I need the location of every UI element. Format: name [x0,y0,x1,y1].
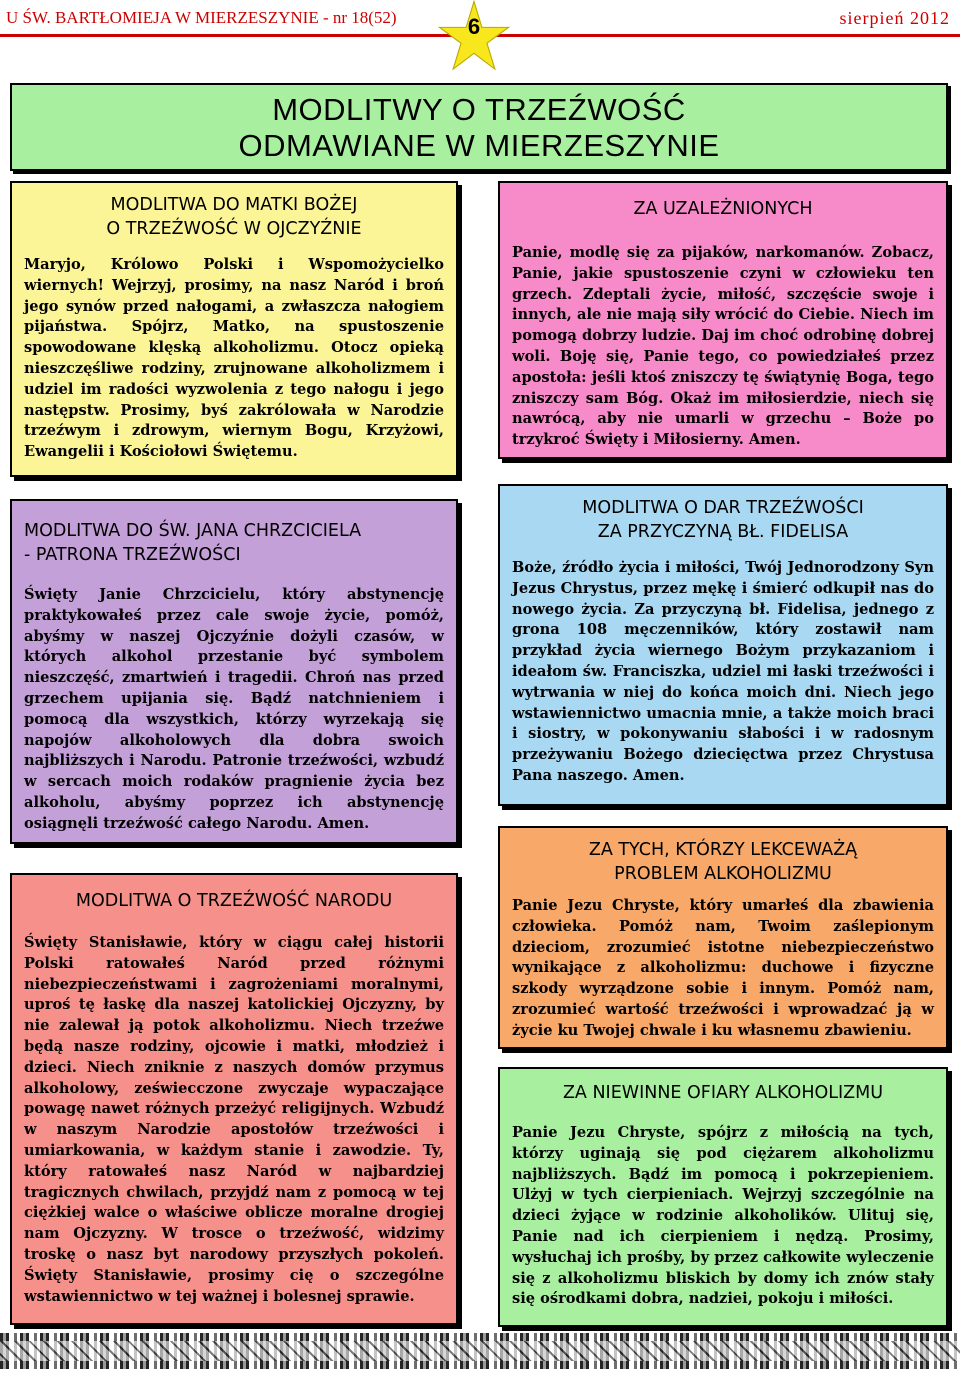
prayer-text: Boże, źródło życia i miłości, Twój Jednorodzony Syn Jezus Chrystus, przez mękę i śmierć odkupił nas do nowego życia. Za przyczyną bł. Fidelisa, jednego z grona 108 męczenników, który zostawił nam przykład życia wiernego Bożym przykazaniom i ideałom św. Franciszka, udziel mi łaski trzeźwości i wytrwania w niej do końca moich dni. Niech jego wstawiennictwo umacnia mnie, a także moich braci i siostry, w pokonywaniu słabości i w radosnym przeżywaniu Bożego dziecięctwa przez Chrystusa Pana naszego. Amen. [512,559,934,784]
page-title-line-1: MODLITWY O TRZEŹWOŚĆ [272,92,686,127]
prayer-text: Święty Stanisławie, który w ciągu całej historii Polski ratowałeś Naród przed różnymi niebezpieczeństwami i zagrożeniami moralnymi, uproś tę łaskę dla naszej katolickiej Ojczyzny, by nie zalewał ją potok alkoholizmu. Niech trzeźwe będą nasze rodziny, ojcowie i matki, młodzież i dzieci. Niech zniknie z naszych domów przymus alkoholowy, zeświecczone zwyczaje wypaczające powagę nawet różnych przeżyć religijnych. Wzbudź w naszym Narodzie apostołów trzeźwości i umiarkowania, w każdym stanie i zawodzie. Ty, który ratowałeś nasz Naród w najbardziej tragicznych chwilach, przyjdź nam z pomocą w tej ciężkiej walce o właściwe oblicze moralne drogiej nam Ojczyzny. W trosce o trzeźwość, widzimy troskę o nasz byt narodowy przyszłych pokoleń. Święty Stanisławie, prosimy cię o szczególne wstawiennictwo w tej ważnej i bolesnej sprawie. [24,934,444,1305]
prayer-title: ZA NIEWINNE OFIARY ALKOHOLIZMU [562,1083,884,1103]
page-title-line-2: ODMAWIANE W MIERZESZYNIE [238,128,720,163]
prayer-subtitle: ZA PRZYCZYNĄ BŁ. FIDELISA [597,522,849,542]
prayer-text: Panie, modlę się za pijaków, narkomanów. Zobacz, Panie, jakie spustoszenie czyni w człowieku ten grzech. Zdeptali życie, miłość, szczęście swoje i innych, ale nie mają siły wrócić do Ciebie. Niech im pomogą dobrzy ludzie. Daj im choć odrobinę dobrej woli. Boję się, Panie tego, co powiedziałeś przez apostoła: jeśli ktoś zniszczy tę świątynię Boga, tego zniszczy sam Bóg. Okaż im miłosierdzie, niech się nawrócą, aby nie umarli w grzechu – Boże po trzykroć Święty i Miłosierny. Amen. [512,244,934,449]
prayer-box-trzezwosc-narodu [10,873,458,1325]
decorative-border [0,1333,960,1369]
prayer-title: ZA UZALEŻNIONYCH [633,199,813,219]
prayer-title: MODLITWA DO ŚW. JANA CHRZCICIELA [24,521,362,541]
prayer-box-bl-fidelis [498,484,948,806]
prayer-subtitle: PROBLEM ALKOHOLIZMU [614,864,832,884]
prayer-subtitle: - PATRONA TRZEŹWOŚCI [24,545,241,565]
page-number: 6 [467,14,481,39]
prayer-title: ZA TYCH, KTÓRZY LEKCEWAŻĄ [588,840,858,860]
prayer-box-lekcewaza [498,826,948,1049]
prayer-title: MODLITWA O TRZEŹWOŚĆ NARODU [75,891,393,911]
prayer-subtitle: O TRZEŹWOŚĆ W OJCZYŹNIE [106,219,362,239]
prayer-text: Maryjo, Królowo Polski i Wspomożycielko wiernych! Wejrzyj, prosimy, na nasz Naród i broń jego synów przed nałogami, a zwłaszcza nałogiem pijaństwa. Spójrz, Matko, na spustoszenie spowodowane klęską alkoholizmu. Otocz opieką nieszczęśliwe rodziny, zrujnowane alkoholizmem i udziel im radości wyzwolenia z tego nałogu i jego następstw. Prosimy, byś zakrólowała w Narodzie trzeźwym i zdrowym, wiernym Bogu, Krzyżowi, Ewangelii i Kościołowi Świętemu. [24,256,444,461]
prayer-box-matki-bozej [10,181,458,477]
prayer-text: Panie Jezu Chryste, który umarłeś dla zbawienia człowieka. Pomóż nam, Twoim zaślepionym dzieciom, zrozumieć istotne niebezpieczeństwo wynikające z alkoholizmu: duchowe i fizyczne szkody wyrządzone sobie i innym. Pomóż nam, zrozumieć wartość trzeźwości i wprowadzać ją w życie ku Twojej chwale i ku własnemu zbawieniu. [512,897,934,1039]
prayer-box-niewinne-ofiary [498,1067,948,1327]
prayer-title: MODLITWA O DAR TRZEŹWOŚCI [582,498,864,518]
prayer-text: Święty Janie Chrzcicielu, który abstynencję praktykowałeś przez cale swoje życie, pomóż, abyśmy w naszej Ojczyźnie dożyli czasów, w których alkohol przestanie być symbolem nieszczęść, zmartwień i tragedii. Chroń nas przed grzechem upijania się. Bądź natchnieniem i pomocą dla wszystkich, którzy wyrzekają się napojów alkoholowych dla dobra swoich najbliższych i Narodu. Patronie trzeźwości, wzbudź w sercach moich rodaków pragnienie życia bez alkoholu, abyśmy poprzez ich abstynencję osiągnęli trzeźwość całego Narodu. Amen. [24,586,444,832]
prayer-box-uzaleznionych [498,181,948,459]
page-title-banner [10,83,948,171]
issue-date: sierpień 2012 [839,8,950,28]
prayer-title: MODLITWA DO MATKI BOŻEJ [110,195,358,215]
newsletter-header: U ŚW. BARTŁOMIEJA W MIERZESZYNIE - nr 18(52) [6,8,397,27]
prayer-box-jan-chrzciciel [10,499,458,844]
prayer-text: Panie Jezu Chryste, spójrz z miłością na tych, którzy uginają się pod ciężarem alkoholizmu najbliższych. Bądź im pomocą i pokrzepieniem. Ulżyj w tych cierpieniach. Wejrzyj szczególnie na dzieci żyjące w rodzinie alkoholików. Ulituj się, Panie nad ich cierpieniem i nędzą. Prosimy, wysłuchaj ich prośby, by przez całkowite wyleczenie się z alkoholizmu bliskich by domy ich znów stały się ośrodkami dobra, nadziei, pokoju i miłości. [512,1124,934,1308]
